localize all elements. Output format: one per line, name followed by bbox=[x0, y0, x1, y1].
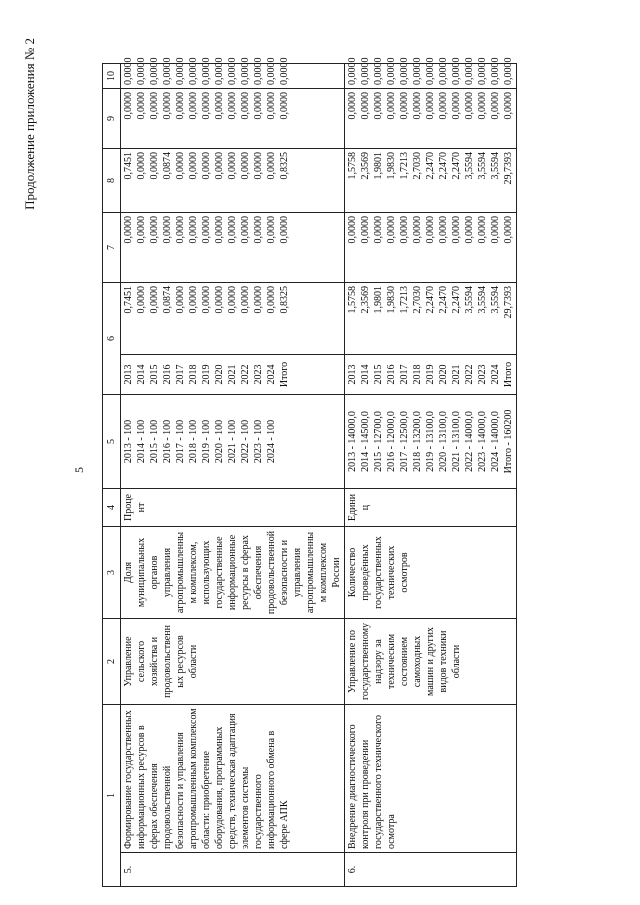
target-values-value: 2017 - 12500,0 bbox=[399, 411, 410, 472]
column-6-values-value: 2,2470 bbox=[438, 286, 449, 314]
column-8-values-value: 0,0000 bbox=[201, 152, 212, 180]
column-9-values-value: 0,0000 bbox=[162, 92, 173, 120]
column-7-values-value: 0,0000 bbox=[451, 216, 462, 244]
year-list-value: 2022 bbox=[240, 364, 251, 385]
executor-cell: Управление сельского хозяйства и продовольственных ресурсов области bbox=[121, 619, 345, 705]
column-10-values-value: 0,0000 bbox=[425, 57, 436, 85]
year-list-value: Итого bbox=[279, 361, 290, 388]
column-6-values-value: 3,5594 bbox=[490, 286, 501, 314]
column-header-7: 7 bbox=[103, 213, 121, 283]
year-list-value: 2018 bbox=[412, 364, 423, 385]
column-6-values-value: 2,3569 bbox=[360, 286, 371, 314]
column-10-values-value: 0,0000 bbox=[438, 57, 449, 85]
column-8-values-value: 2,3569 bbox=[360, 152, 371, 180]
column-6-values-value: 2,7030 bbox=[412, 286, 423, 314]
year-list-value: 2016 bbox=[162, 364, 173, 385]
year-list bbox=[345, 355, 517, 395]
column-6-values-value: 0,0000 bbox=[266, 286, 277, 314]
column-6-values-value: 1,5758 bbox=[347, 286, 358, 314]
column-9-values-value: 0,0000 bbox=[399, 92, 410, 120]
column-9-values-value: 0,0000 bbox=[503, 92, 514, 120]
column-7-values-value: 0,0000 bbox=[503, 216, 514, 244]
column-9-values-value: 0,0000 bbox=[227, 92, 238, 120]
column-10-values-value: 0,0000 bbox=[123, 57, 134, 85]
column-8-values-value: 0,0000 bbox=[136, 152, 147, 180]
column-header-4: 4 bbox=[103, 489, 121, 527]
column-8-values-value: 0,0000 bbox=[149, 152, 160, 180]
column-header-10: 10 bbox=[103, 64, 121, 89]
column-7-values-value: 0,0000 bbox=[149, 216, 160, 244]
column-7-values-value: 0,0000 bbox=[412, 216, 423, 244]
column-10-values-value: 0,0000 bbox=[490, 57, 501, 85]
column-9-values-value: 0,0000 bbox=[240, 92, 251, 120]
year-list-value: 2014 bbox=[360, 364, 371, 385]
year-list-value: 2015 bbox=[149, 364, 160, 385]
column-7-values-value: 0,0000 bbox=[227, 216, 238, 244]
row-number: 6. bbox=[345, 853, 517, 887]
column-6-values-value: 1,7213 bbox=[399, 286, 410, 314]
column-8-values-value: 1,7213 bbox=[399, 152, 410, 180]
column-9-values-value: 0,0000 bbox=[279, 92, 290, 120]
column-10-values-value: 0,0000 bbox=[253, 57, 264, 85]
column-10-values-value: 0,0000 bbox=[464, 57, 475, 85]
year-list-value: 2016 bbox=[386, 364, 397, 385]
column-6-values-value: 2,2470 bbox=[451, 286, 462, 314]
column-7-values-value: 0,0000 bbox=[477, 216, 488, 244]
unit-cell: Единиц bbox=[345, 489, 517, 527]
column-7-values-value: 0,0000 bbox=[386, 216, 397, 244]
year-list bbox=[121, 355, 345, 395]
target-values-value: 2014 - 14500,0 bbox=[360, 411, 371, 472]
column-header-8: 8 bbox=[103, 149, 121, 213]
column-6-values-value: 2,2470 bbox=[425, 286, 436, 314]
column-6-values-value: 0,8325 bbox=[279, 286, 290, 314]
year-list-value: 2013 bbox=[347, 364, 358, 385]
target-values-value: 2023 - 14000,0 bbox=[477, 411, 488, 472]
column-6-values-value: 0,0000 bbox=[201, 286, 212, 314]
column-7-values-value: 0,0000 bbox=[438, 216, 449, 244]
column-header-9: 9 bbox=[103, 89, 121, 149]
year-list-value: 2019 bbox=[425, 364, 436, 385]
target-values-value: 2014 - 100 bbox=[136, 419, 147, 464]
target-values-value: 2017 - 100 bbox=[175, 419, 186, 464]
year-list-value: 2024 bbox=[266, 364, 277, 385]
column-8-values-value: 0,0000 bbox=[240, 152, 251, 180]
year-list-value: 2020 bbox=[438, 364, 449, 385]
column-7-values-value: 0,0000 bbox=[425, 216, 436, 244]
column-6-values-value: 0,0000 bbox=[175, 286, 186, 314]
table-row bbox=[121, 64, 345, 887]
header-row bbox=[103, 64, 121, 887]
target-values-value: 2024 - 14000,0 bbox=[490, 411, 501, 472]
column-9-values-value: 0,0000 bbox=[386, 92, 397, 120]
target-values-value: 2018 - 100 bbox=[188, 419, 199, 464]
target-values-value: 2019 - 100 bbox=[201, 419, 212, 464]
indicator-cell: Доля муниципальных органов управления агропромышленным комплексом, использующих государственные информационные ресурсы в сферах обеспечения продовольственной безопасности и управления агропромышленным комплексом России bbox=[121, 527, 345, 619]
indicator-cell: Количество проведённых государственных технических осмотров bbox=[345, 527, 517, 619]
table-body bbox=[121, 57, 517, 887]
column-9-values bbox=[121, 89, 345, 149]
target-values bbox=[345, 395, 517, 489]
column-10-values bbox=[345, 57, 517, 89]
column-10-values-value: 0,0000 bbox=[214, 57, 225, 85]
target-values-value: 2016 - 100 bbox=[162, 419, 173, 464]
column-10-values-value: 0,0000 bbox=[279, 57, 290, 85]
year-list-value: 2015 bbox=[373, 364, 384, 385]
column-6-values-value: 0,0000 bbox=[253, 286, 264, 314]
column-8-values-value: 2,2470 bbox=[425, 152, 436, 180]
page-number: 5 bbox=[72, 467, 86, 473]
year-list-value: 2018 bbox=[188, 364, 199, 385]
column-7-values-value: 0,0000 bbox=[464, 216, 475, 244]
target-values-value: 2023 - 100 bbox=[253, 419, 264, 464]
year-list-value: 2020 bbox=[214, 364, 225, 385]
column-8-values-value: 2,7030 bbox=[412, 152, 423, 180]
target-values-value: 2019 - 13100,0 bbox=[425, 411, 436, 472]
target-values-value: 2016 - 12000,0 bbox=[386, 411, 397, 472]
column-9-values-value: 0,0000 bbox=[253, 92, 264, 120]
column-8-values-value: 3,5594 bbox=[490, 152, 501, 180]
column-10-values-value: 0,0000 bbox=[399, 57, 410, 85]
measure-name: Внедрение диагностического контроля при проведении государственного технического осмотра bbox=[345, 705, 517, 853]
column-6-values-value: 0,0000 bbox=[149, 286, 160, 314]
row-number: 5. bbox=[121, 853, 345, 887]
year-list-value: 2017 bbox=[175, 364, 186, 385]
column-9-values-value: 0,0000 bbox=[214, 92, 225, 120]
column-header-6: 6 bbox=[103, 283, 121, 395]
column-10-values-value: 0,0000 bbox=[136, 57, 147, 85]
column-7-values bbox=[345, 213, 517, 283]
measure-name: Формирование государственных информационных ресурсов в сферах обеспечения продовольственной безопасности и управления агропромышленным комплексом области: приобретение оборудования, программных средств, техническая адаптация элементов системы государственного информационного обмена в сфере АПК bbox=[121, 705, 345, 853]
column-10-values-value: 0,0000 bbox=[386, 57, 397, 85]
column-8-values-value: 0,0000 bbox=[266, 152, 277, 180]
column-8-values-value: 3,5594 bbox=[477, 152, 488, 180]
year-list-value: 2021 bbox=[451, 364, 462, 385]
column-9-values-value: 0,0000 bbox=[412, 92, 423, 120]
column-9-values-value: 0,0000 bbox=[451, 92, 462, 120]
column-10-values-value: 0,0000 bbox=[451, 57, 462, 85]
target-values-value: 2020 - 100 bbox=[214, 419, 225, 464]
target-values-value: 2021 - 100 bbox=[227, 419, 238, 464]
column-7-values-value: 0,0000 bbox=[201, 216, 212, 244]
column-10-values-value: 0,0000 bbox=[240, 57, 251, 85]
column-10-values-value: 0,0000 bbox=[162, 57, 173, 85]
column-8-values-value: 1,9801 bbox=[373, 152, 384, 180]
column-10-values bbox=[121, 57, 345, 89]
column-10-values-value: 0,0000 bbox=[347, 57, 358, 85]
program-table bbox=[102, 57, 517, 887]
column-9-values-value: 0,0000 bbox=[175, 92, 186, 120]
column-6-values-value: 1,9830 bbox=[386, 286, 397, 314]
column-7-values bbox=[121, 213, 345, 283]
column-7-values-value: 0,0000 bbox=[490, 216, 501, 244]
column-9-values-value: 0,0000 bbox=[438, 92, 449, 120]
year-list-value: 2023 bbox=[253, 364, 264, 385]
column-9-values-value: 0,0000 bbox=[425, 92, 436, 120]
column-9-values-value: 0,0000 bbox=[188, 92, 199, 120]
column-8-values-value: 1,5758 bbox=[347, 152, 358, 180]
year-list-value: 2013 bbox=[123, 364, 134, 385]
executor-cell: Управление по государственному надзору за техническим состоянием самоходных машин и других видов техники области bbox=[345, 619, 517, 705]
column-10-values-value: 0,0000 bbox=[373, 57, 384, 85]
column-7-values-value: 0,0000 bbox=[175, 216, 186, 244]
target-values-value: 2024 - 100 bbox=[266, 419, 277, 464]
column-6-values-value: 3,5594 bbox=[464, 286, 475, 314]
column-10-values-value: 0,0000 bbox=[175, 57, 186, 85]
column-9-values-value: 0,0000 bbox=[266, 92, 277, 120]
column-6-values-value: 29,7393 bbox=[503, 286, 514, 319]
column-6-values-value: 0,0000 bbox=[136, 286, 147, 314]
column-7-values-value: 0,0000 bbox=[373, 216, 384, 244]
column-6-values-value: 0,0000 bbox=[188, 286, 199, 314]
column-6-values-value: 0,0874 bbox=[162, 286, 173, 314]
column-9-values-value: 0,0000 bbox=[136, 92, 147, 120]
column-header-5: 5 bbox=[103, 395, 121, 489]
column-7-values-value: 0,0000 bbox=[253, 216, 264, 244]
column-7-values-value: 0,0000 bbox=[266, 216, 277, 244]
year-list-value: 2017 bbox=[399, 364, 410, 385]
column-10-values-value: 0,0000 bbox=[227, 57, 238, 85]
column-6-values bbox=[345, 283, 517, 355]
column-header-3: 3 bbox=[103, 527, 121, 619]
column-9-values-value: 0,0000 bbox=[201, 92, 212, 120]
column-10-values-value: 0,0000 bbox=[477, 57, 488, 85]
column-8-values bbox=[345, 149, 517, 213]
column-9-values-value: 0,0000 bbox=[123, 92, 134, 120]
column-10-values-value: 0,0000 bbox=[503, 57, 514, 85]
column-8-values-value: 0,0000 bbox=[175, 152, 186, 180]
column-7-values-value: 0,0000 bbox=[347, 216, 358, 244]
column-10-values-value: 0,0000 bbox=[412, 57, 423, 85]
column-6-values-value: 0,0000 bbox=[227, 286, 238, 314]
unit-cell: Процент bbox=[121, 489, 345, 527]
target-values-value: 2021 - 13100,0 bbox=[451, 411, 462, 472]
column-8-values-value: 0,0874 bbox=[162, 152, 173, 180]
column-6-values-value: 3,5594 bbox=[477, 286, 488, 314]
column-7-values-value: 0,0000 bbox=[188, 216, 199, 244]
column-10-values-value: 0,0000 bbox=[149, 57, 160, 85]
column-8-values bbox=[121, 149, 345, 213]
target-values-value: 2018 - 13200,0 bbox=[412, 411, 423, 472]
column-header-2: 2 bbox=[103, 619, 121, 705]
column-6-values bbox=[121, 283, 345, 355]
column-6-values-value: 0,0000 bbox=[240, 286, 251, 314]
target-values-value: 2013 - 14000,0 bbox=[347, 411, 358, 472]
column-10-values-value: 0,0000 bbox=[201, 57, 212, 85]
column-8-values-value: 0,0000 bbox=[188, 152, 199, 180]
column-7-values-value: 0,0000 bbox=[279, 216, 290, 244]
column-9-values-value: 0,0000 bbox=[347, 92, 358, 120]
column-9-values-value: 0,0000 bbox=[490, 92, 501, 120]
column-8-values-value: 0,7451 bbox=[123, 152, 134, 180]
column-7-values-value: 0,0000 bbox=[240, 216, 251, 244]
year-list-value: 2024 bbox=[490, 364, 501, 385]
column-8-values-value: 0,0000 bbox=[253, 152, 264, 180]
column-7-values-value: 0,0000 bbox=[399, 216, 410, 244]
column-8-values-value: 0,0000 bbox=[227, 152, 238, 180]
year-list-value: 2014 bbox=[136, 364, 147, 385]
table-row bbox=[345, 64, 517, 887]
column-7-values-value: 0,0000 bbox=[162, 216, 173, 244]
column-9-values-value: 0,0000 bbox=[149, 92, 160, 120]
year-list-value: 2023 bbox=[477, 364, 488, 385]
target-values-value: 2022 - 100 bbox=[240, 419, 251, 464]
year-list-value: 2019 bbox=[201, 364, 212, 385]
column-7-values-value: 0,0000 bbox=[214, 216, 225, 244]
target-values-value: 2020 - 13100,0 bbox=[438, 411, 449, 472]
year-list-value: Итого bbox=[503, 361, 514, 388]
target-values-value: Итого - 160200 bbox=[503, 409, 514, 474]
appendix-title: Продолжение приложения № 2 bbox=[22, 38, 37, 210]
column-10-values-value: 0,0000 bbox=[188, 57, 199, 85]
year-list-value: 2021 bbox=[227, 364, 238, 385]
target-values-value: 2015 - 100 bbox=[149, 419, 160, 464]
year-list-value: 2022 bbox=[464, 364, 475, 385]
column-10-values-value: 0,0000 bbox=[266, 57, 277, 85]
column-7-values-value: 0,0000 bbox=[360, 216, 371, 244]
column-8-values-value: 29,7393 bbox=[503, 152, 514, 185]
target-values-value: 2013 - 100 bbox=[123, 419, 134, 464]
column-9-values bbox=[345, 89, 517, 149]
target-values bbox=[121, 395, 345, 489]
target-values-value: 2022 - 14000,0 bbox=[464, 411, 475, 472]
target-values-value: 2015 - 12700,0 bbox=[373, 411, 384, 472]
column-8-values-value: 0,8325 bbox=[279, 152, 290, 180]
column-9-values-value: 0,0000 bbox=[373, 92, 384, 120]
column-8-values-value: 1,9830 bbox=[386, 152, 397, 180]
column-6-values-value: 0,7451 bbox=[123, 286, 134, 314]
column-header-1: 1 bbox=[103, 705, 121, 887]
column-9-values-value: 0,0000 bbox=[477, 92, 488, 120]
column-8-values-value: 0,0000 bbox=[214, 152, 225, 180]
column-8-values-value: 3,5594 bbox=[464, 152, 475, 180]
column-8-values-value: 2,2470 bbox=[438, 152, 449, 180]
column-6-values-value: 1,9801 bbox=[373, 286, 384, 314]
column-6-values-value: 0,0000 bbox=[214, 286, 225, 314]
column-7-values-value: 0,0000 bbox=[136, 216, 147, 244]
column-9-values-value: 0,0000 bbox=[464, 92, 475, 120]
column-9-values-value: 0,0000 bbox=[360, 92, 371, 120]
column-10-values-value: 0,0000 bbox=[360, 57, 371, 85]
column-8-values-value: 2,2470 bbox=[451, 152, 462, 180]
column-7-values-value: 0,0000 bbox=[123, 216, 134, 244]
